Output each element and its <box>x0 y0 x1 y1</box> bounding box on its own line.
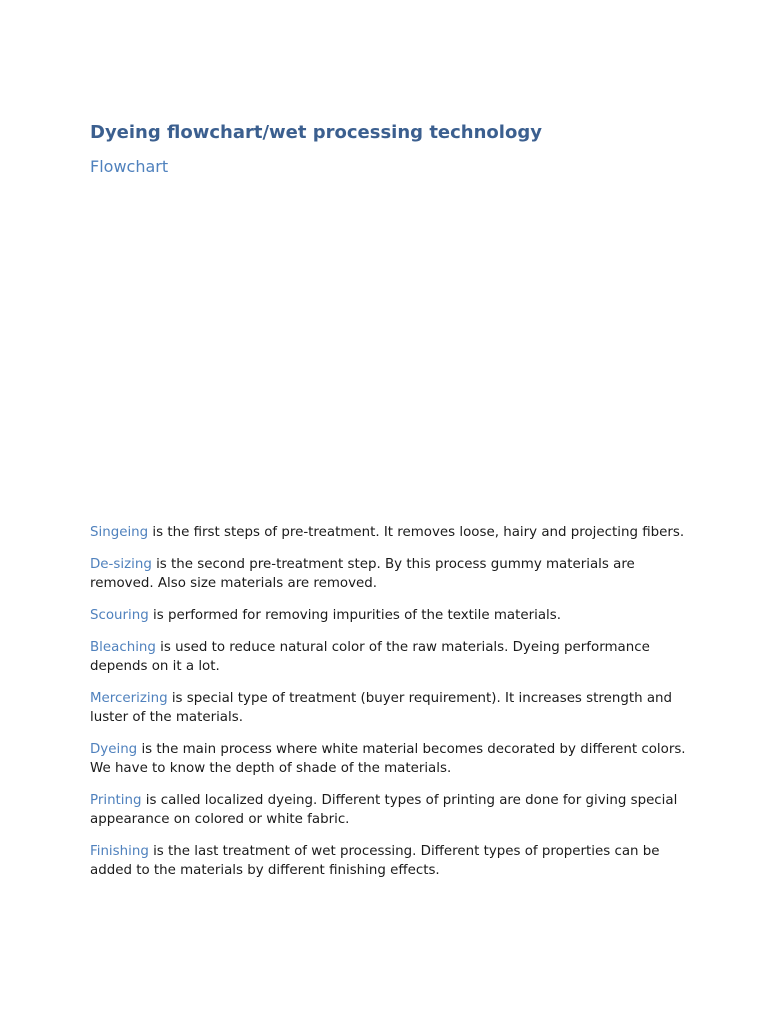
section-heading-flowchart: Flowchart <box>90 157 169 176</box>
term-mercerizing: Mercerizing <box>90 691 168 706</box>
document-title: Dyeing flowchart/wet processing technology <box>90 122 542 143</box>
description-mercerizing: is special type of treatment (buyer requirement). It increases strength and luster of the materials. <box>90 691 673 725</box>
description-finishing: is the last treatment of wet processing. Different types of properties can be added to the materials by different finishing effects. <box>90 844 660 878</box>
description-scouring: is performed for removing impurities of the textile materials. <box>148 608 561 623</box>
term-singeing: Singeing <box>90 525 149 540</box>
document-page <box>90 120 690 893</box>
process-descriptions <box>90 523 690 880</box>
paragraph-dyeing <box>90 740 690 778</box>
description-dyeing: is the main process where white material becomes decorated by different colors. We have to know the depth of shade of the materials. <box>90 742 686 776</box>
description-de-sizing: is the second pre-treatment step. By this process gummy materials are removed. Also size materials are removed. <box>90 557 635 591</box>
paragraph-de-sizing <box>90 555 690 593</box>
description-bleaching: is used to reduce natural color of the raw materials. Dyeing performance depends on it a lot. <box>90 640 650 674</box>
term-finishing: Finishing <box>90 844 149 859</box>
paragraph-bleaching <box>90 638 690 676</box>
term-printing: Printing <box>90 793 142 808</box>
paragraph-singeing <box>90 523 690 542</box>
description-singeing: is the first steps of pre-treatment. It removes loose, hairy and projecting fibers. <box>148 525 685 540</box>
term-de-sizing: De-sizing <box>90 557 152 572</box>
paragraph-scouring <box>90 606 690 625</box>
paragraph-printing <box>90 791 690 829</box>
paragraph-mercerizing <box>90 689 690 727</box>
flowchart-figure-area <box>90 178 690 523</box>
term-scouring: Scouring <box>90 608 149 623</box>
description-printing: is called localized dyeing. Different types of printing are done for giving special appearance on colored or white fabric. <box>90 793 678 827</box>
term-dyeing: Dyeing <box>90 742 138 757</box>
term-bleaching: Bleaching <box>90 640 156 655</box>
paragraph-finishing <box>90 842 690 880</box>
